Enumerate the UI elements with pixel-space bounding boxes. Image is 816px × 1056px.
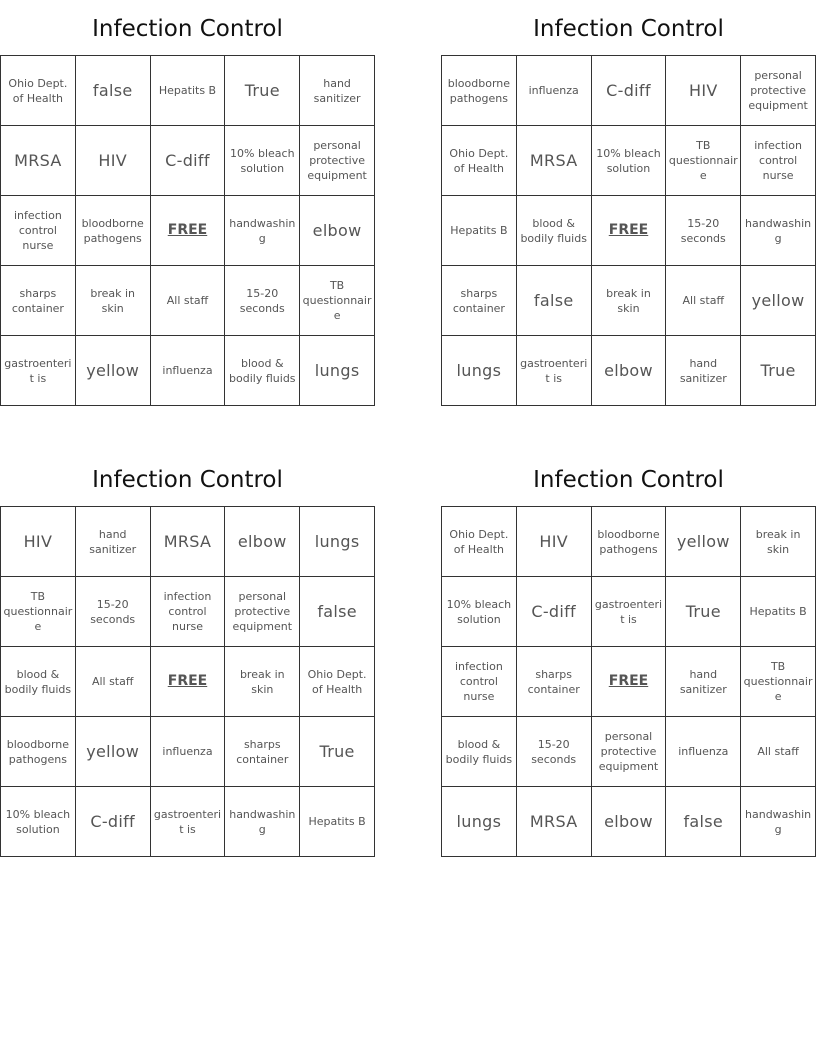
bingo-cell: All staff xyxy=(741,717,816,787)
bingo-cell: C-diff xyxy=(517,577,592,647)
bingo-cell: yellow xyxy=(666,507,741,577)
bingo-cell: MRSA xyxy=(517,787,592,857)
bingo-cell: C-diff xyxy=(151,126,226,196)
bingo-cell: hand sanitizer xyxy=(666,336,741,406)
free-space-cell: FREE xyxy=(592,196,667,266)
card-title: Infection Control xyxy=(533,16,724,42)
bingo-cell: bloodborne pathogens xyxy=(442,56,517,126)
bingo-cell: elbow xyxy=(592,787,667,857)
bingo-cell: infection control nurse xyxy=(1,196,76,266)
bingo-cell: blood & bodily fluids xyxy=(1,647,76,717)
bingo-cell: break in skin xyxy=(741,507,816,577)
bingo-cell: bloodborne pathogens xyxy=(76,196,151,266)
bingo-cell: All staff xyxy=(76,647,151,717)
bingo-cell: elbow xyxy=(300,196,375,266)
bingo-cell: personal protective equipment xyxy=(300,126,375,196)
bingo-cell: 10% bleach solution xyxy=(592,126,667,196)
bingo-cell: True xyxy=(741,336,816,406)
bingo-cell: True xyxy=(666,577,741,647)
bingo-cell: influenza xyxy=(151,336,226,406)
bingo-cell: 15-20 seconds xyxy=(517,717,592,787)
free-space-cell: FREE xyxy=(592,647,667,717)
bingo-cell: hand sanitizer xyxy=(300,56,375,126)
bingo-cell: MRSA xyxy=(517,126,592,196)
bingo-cell: True xyxy=(225,56,300,126)
bingo-cell: hand sanitizer xyxy=(666,647,741,717)
bingo-cell: sharps container xyxy=(1,266,76,336)
bingo-cell: TB questionnaire xyxy=(300,266,375,336)
bingo-cell: TB questionnaire xyxy=(666,126,741,196)
bingo-cell: infection control nurse xyxy=(151,577,226,647)
bingo-cell: blood & bodily fluids xyxy=(225,336,300,406)
bingo-cell: MRSA xyxy=(1,126,76,196)
bingo-cell: Hepatits B xyxy=(741,577,816,647)
card-title: Infection Control xyxy=(533,467,724,493)
bingo-cell: 10% bleach solution xyxy=(225,126,300,196)
bingo-cell: TB questionnaire xyxy=(1,577,76,647)
bingo-cell: gastroenterit is xyxy=(1,336,76,406)
bingo-cell: TB questionnaire xyxy=(741,647,816,717)
bingo-cell: C-diff xyxy=(76,787,151,857)
bingo-cell: personal protective equipment xyxy=(741,56,816,126)
bingo-cell: sharps container xyxy=(517,647,592,717)
bingo-cell: 15-20 seconds xyxy=(225,266,300,336)
bingo-grid xyxy=(441,506,816,857)
bingo-cell: handwashing xyxy=(225,787,300,857)
bingo-cell: gastroenterit is xyxy=(592,577,667,647)
bingo-cell: HIV xyxy=(517,507,592,577)
bingo-cell: infection control nurse xyxy=(741,126,816,196)
bingo-cell: handwashing xyxy=(225,196,300,266)
bingo-grid xyxy=(0,506,375,857)
bingo-cell: elbow xyxy=(225,507,300,577)
bingo-cell: 10% bleach solution xyxy=(1,787,76,857)
bingo-cell: yellow xyxy=(76,717,151,787)
bingo-cell: lungs xyxy=(442,336,517,406)
bingo-cell: lungs xyxy=(300,336,375,406)
bingo-cell: Ohio Dept. of Health xyxy=(1,56,76,126)
bingo-cell: 15-20 seconds xyxy=(76,577,151,647)
bingo-cell: false xyxy=(76,56,151,126)
bingo-cell: lungs xyxy=(442,787,517,857)
bingo-cell: HIV xyxy=(1,507,76,577)
bingo-grid xyxy=(0,55,375,406)
bingo-cell: influenza xyxy=(151,717,226,787)
bingo-cell: blood & bodily fluids xyxy=(517,196,592,266)
bingo-cell: Ohio Dept. of Health xyxy=(442,126,517,196)
bingo-cell: false xyxy=(666,787,741,857)
bingo-cell: influenza xyxy=(666,717,741,787)
bingo-cell: All staff xyxy=(666,266,741,336)
bingo-cell: sharps container xyxy=(442,266,517,336)
bingo-cell: Ohio Dept. of Health xyxy=(442,507,517,577)
card-title: Infection Control xyxy=(92,467,283,493)
bingo-cell: MRSA xyxy=(151,507,226,577)
bingo-cell: sharps container xyxy=(225,717,300,787)
bingo-cell: personal protective equipment xyxy=(592,717,667,787)
bingo-cell: bloodborne pathogens xyxy=(592,507,667,577)
bingo-cell: HIV xyxy=(666,56,741,126)
bingo-cell: blood & bodily fluids xyxy=(442,717,517,787)
bingo-cell: infection control nurse xyxy=(442,647,517,717)
bingo-cell: hand sanitizer xyxy=(76,507,151,577)
bingo-cell: All staff xyxy=(151,266,226,336)
bingo-grid xyxy=(441,55,816,406)
free-space-cell: FREE xyxy=(151,647,226,717)
bingo-cell: lungs xyxy=(300,507,375,577)
bingo-cell: HIV xyxy=(76,126,151,196)
bingo-cell: Hepatits B xyxy=(442,196,517,266)
bingo-cell: break in skin xyxy=(225,647,300,717)
free-space-cell: FREE xyxy=(151,196,226,266)
bingo-cell: false xyxy=(300,577,375,647)
bingo-cell: influenza xyxy=(517,56,592,126)
bingo-cell: bloodborne pathogens xyxy=(1,717,76,787)
bingo-cell: personal protective equipment xyxy=(225,577,300,647)
bingo-cell: Hepatits B xyxy=(151,56,226,126)
bingo-cell: yellow xyxy=(76,336,151,406)
bingo-cell: 10% bleach solution xyxy=(442,577,517,647)
bingo-cell: break in skin xyxy=(76,266,151,336)
bingo-cell: gastroenterit is xyxy=(517,336,592,406)
bingo-cell: handwashing xyxy=(741,196,816,266)
bingo-cell: elbow xyxy=(592,336,667,406)
bingo-cell: handwashing xyxy=(741,787,816,857)
bingo-cell: Ohio Dept. of Health xyxy=(300,647,375,717)
bingo-cell: false xyxy=(517,266,592,336)
bingo-cell: C-diff xyxy=(592,56,667,126)
bingo-cell: True xyxy=(300,717,375,787)
bingo-cell: 15-20 seconds xyxy=(666,196,741,266)
card-title: Infection Control xyxy=(92,16,283,42)
bingo-cell: break in skin xyxy=(592,266,667,336)
bingo-cell: gastroenterit is xyxy=(151,787,226,857)
bingo-cell: yellow xyxy=(741,266,816,336)
bingo-cell: Hepatits B xyxy=(300,787,375,857)
